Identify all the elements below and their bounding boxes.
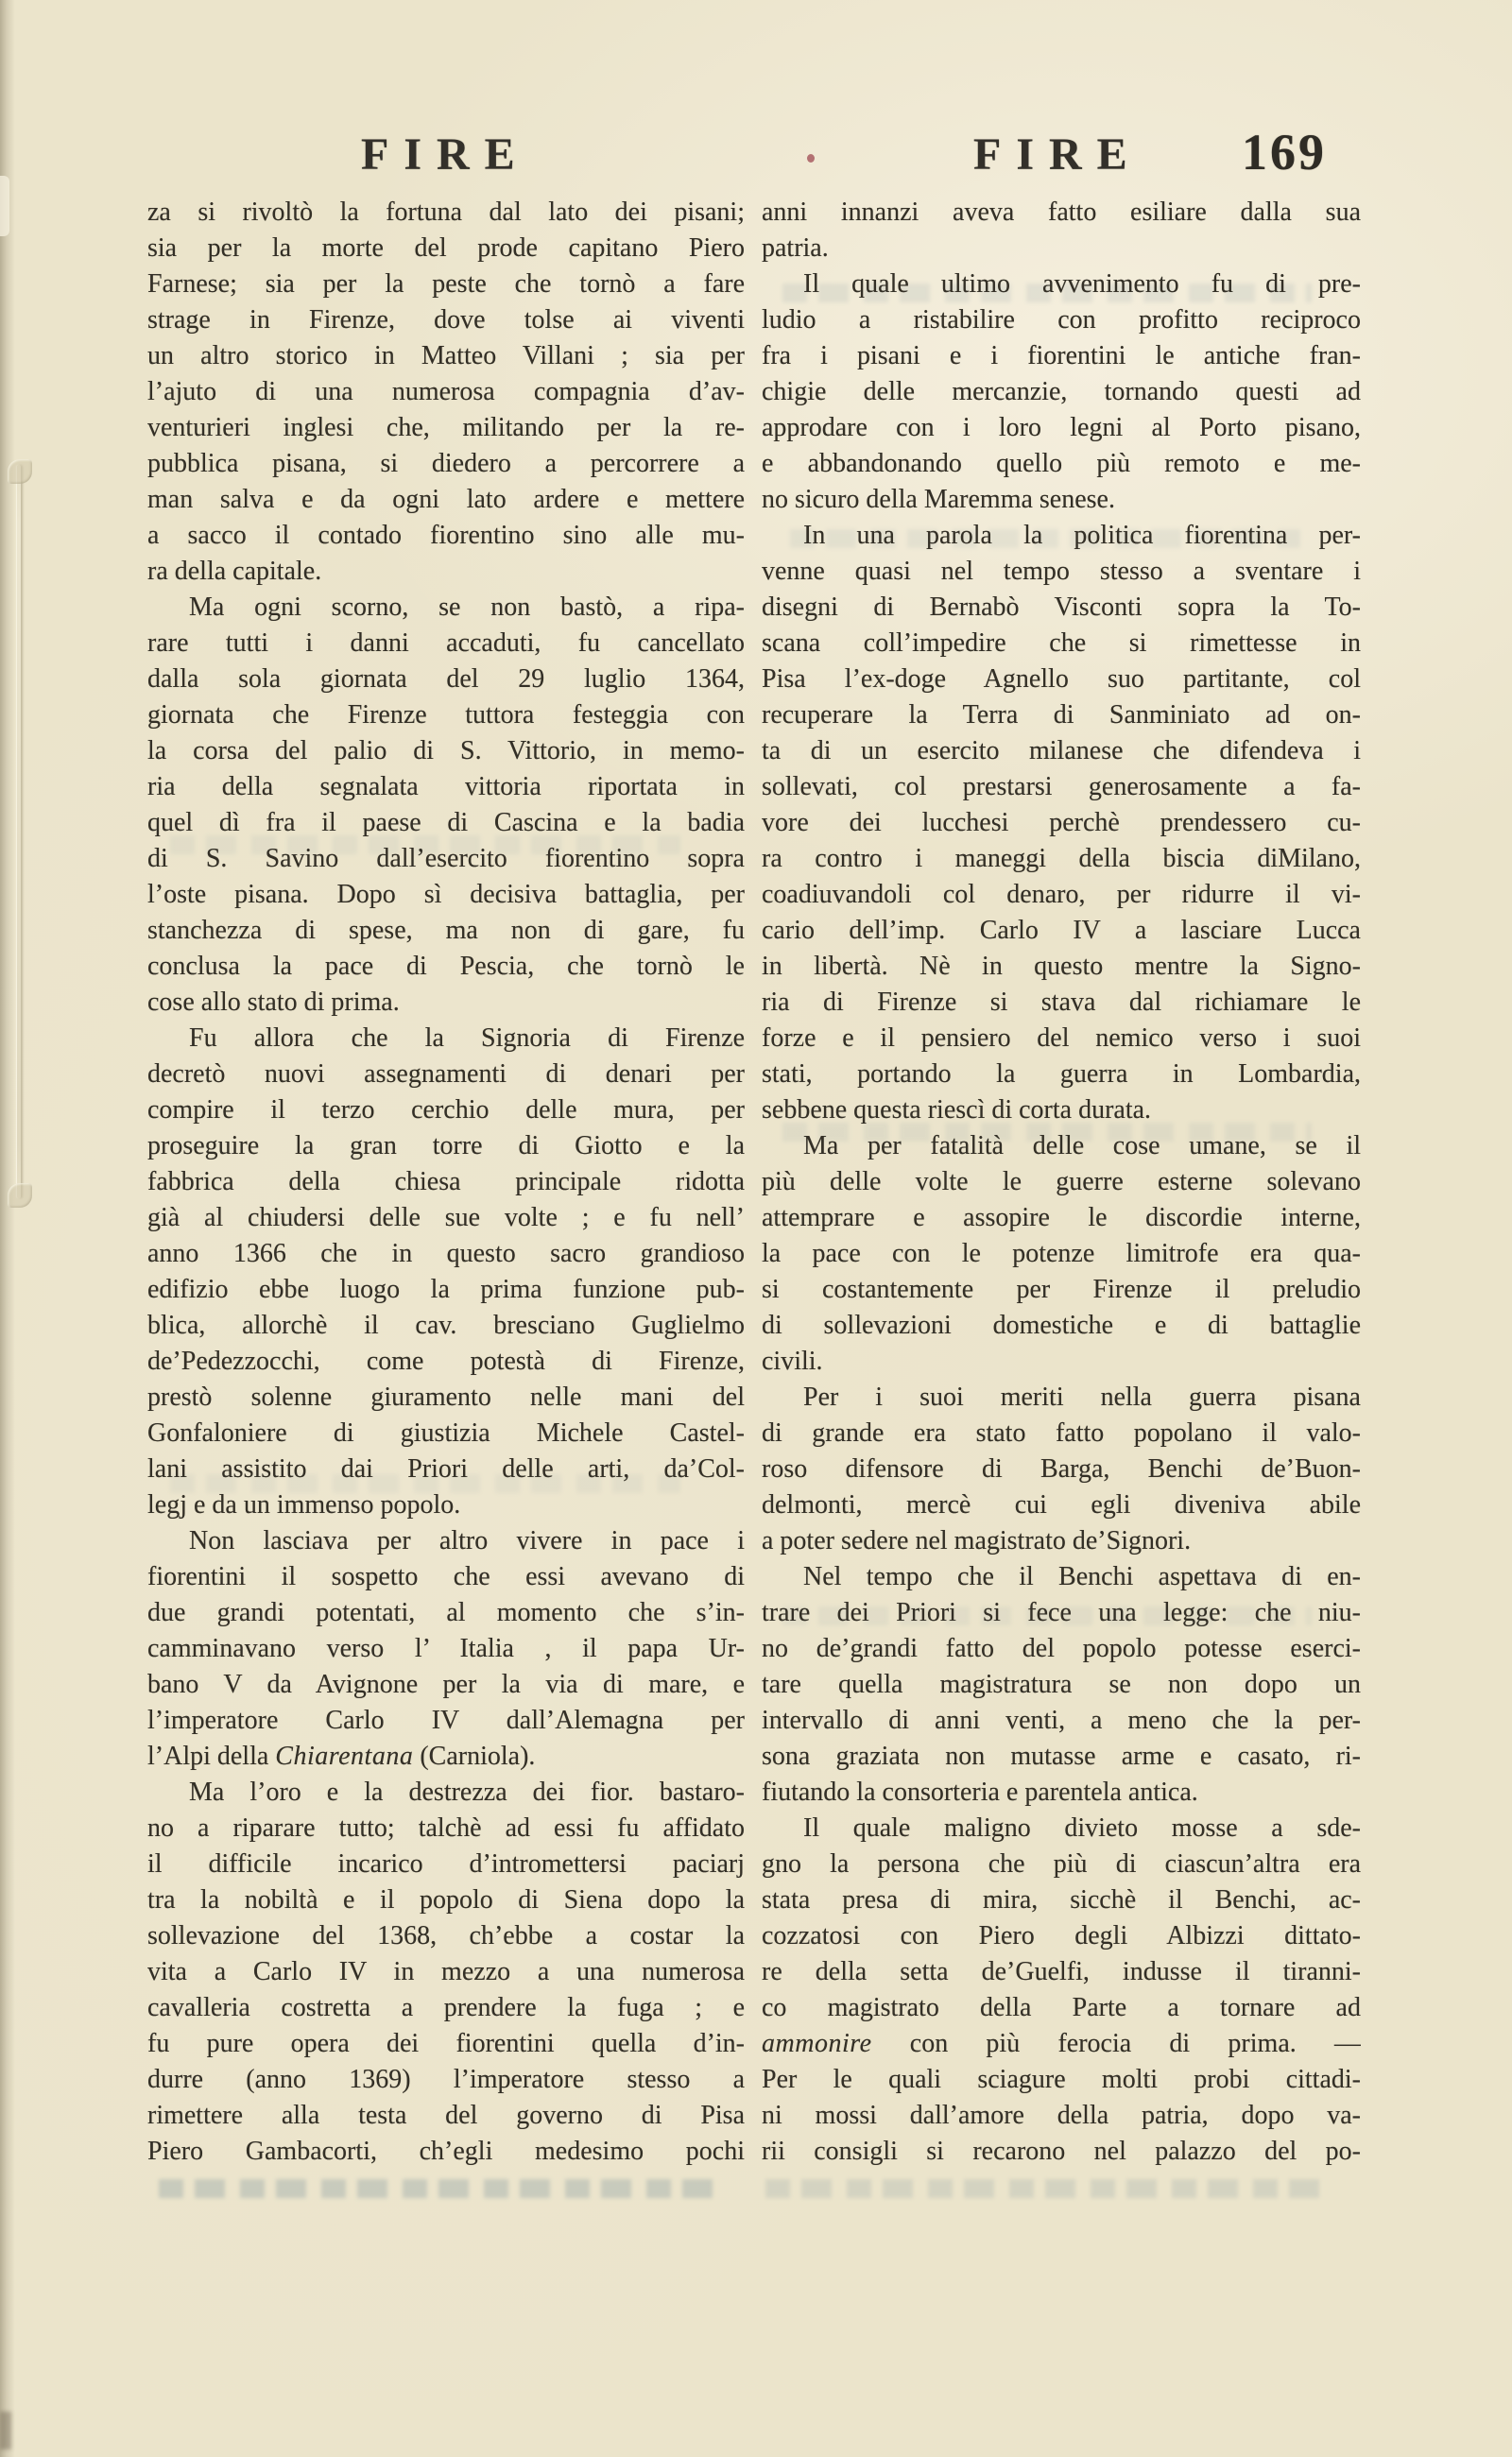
text-line: man salva e da ogni lato ardere e mettere — [147, 485, 745, 514]
text-line: rii consigli si recarono nel palazzo del po- — [762, 2137, 1361, 2166]
text-line: intervallo di anni venti, a meno che la per- — [762, 1706, 1361, 1735]
text-line: stata presa di mira, sicchè il Benchi, ac- — [762, 1885, 1361, 1915]
text-line: Farnese; sia per la peste che tornò a fare — [147, 269, 745, 299]
text-line: e abbandonando quello più remoto e me- — [762, 449, 1361, 478]
text-line: trare dei Priori si fece una legge: che niu- — [762, 1598, 1361, 1627]
text-line: di S. Savino dall’esercito fiorentino sopra — [147, 844, 745, 873]
binding-stitch-thread — [17, 465, 21, 1198]
text-line: Per i suoi meriti nella guerra pisana — [803, 1383, 1361, 1412]
text-line: forze e il pensiero del nemico verso i suoi — [762, 1023, 1361, 1053]
text-line: no de’grandi fatto del popolo potesse eserci- — [762, 1634, 1361, 1663]
text-column-left — [147, 195, 745, 2170]
text-line: tra la nobiltà e il popolo di Siena dopo la — [147, 1885, 745, 1915]
text-line: cavalleria costretta a prendere la fuga ; e — [147, 1993, 745, 2022]
text-line: dalla sola giornata del 29 luglio 1364, — [147, 664, 745, 694]
text-line: la corsa del palio di S. Vittorio, in memo- — [147, 736, 745, 765]
bleedthrough-text — [765, 2179, 1332, 2198]
text-line: sona graziata non mutasse arme e casato, ri- — [762, 1742, 1361, 1771]
text-line: ra contro i maneggi della biscia diMilano, — [762, 844, 1361, 873]
text-line: l’imperatore Carlo IV dall’Alemagna per — [147, 1706, 745, 1735]
text-line: si costantemente per Firenze il preludio — [762, 1275, 1361, 1304]
text-line: roso difensore di Barga, Benchi de’Buon- — [762, 1454, 1361, 1484]
text-line: conclusa la pace di Pescia, che tornò le — [147, 952, 745, 981]
text-line: ammonire con più ferocia di prima. — — [762, 2029, 1361, 2058]
text-line: Ma l’oro e la destrezza dei fior. bastaro- — [189, 1778, 745, 1807]
text-line: gno la persona che più di ciascun’altra era — [762, 1849, 1361, 1879]
text-line: civili. — [762, 1347, 823, 1376]
text-line: l’ajuto di una numerosa compagnia d’av- — [147, 377, 745, 406]
text-line: recuperare la Terra di Sanminiato ad on- — [762, 700, 1361, 730]
text-line: strage in Firenze, dove tolse ai viventi — [147, 305, 745, 335]
text-line: in libertà. Nè in questo mentre la Signo- — [762, 952, 1361, 981]
text-line: rare tutti i danni accaduti, fu cancellato — [147, 628, 745, 658]
text-line: di sollevazioni domestiche e di battaglie — [762, 1311, 1361, 1340]
text-line: pubblica pisana, si diedero a percorrere a — [147, 449, 745, 478]
text-line: Pisa l’ex-doge Agnello suo partitante, col — [762, 664, 1361, 694]
text-line: chigie delle mercanzie, tornando questi ad — [762, 377, 1361, 406]
text-line: cozzatosi con Piero degli Albizzi dittato- — [762, 1921, 1361, 1950]
text-line: fiutando la consorteria e parentela antica. — [762, 1778, 1198, 1807]
text-line: ta di un esercito milanese che difendeva i — [762, 736, 1361, 765]
text-line: venturieri inglesi che, militando per la re- — [147, 413, 745, 442]
text-line: il difficile incarico d’intromettersi paciarj — [147, 1849, 745, 1879]
text-line: Il quale ultimo avvenimento fu di pre- — [803, 269, 1361, 299]
text-line: cose allo stato di prima. — [147, 988, 400, 1017]
text-line: ludio a ristabilire con profitto reciproco — [762, 305, 1361, 335]
text-column-right — [762, 195, 1361, 2170]
text-line: proseguire la gran torre di Giotto e la — [147, 1131, 745, 1160]
bleedthrough-text — [159, 2179, 714, 2198]
text-line: Gonfaloniere di giustizia Michele Castel- — [147, 1418, 745, 1448]
text-line: Non lasciava per altro vivere in pace i — [189, 1526, 745, 1555]
text-line: sia per la morte del prode capitano Piero — [147, 233, 745, 263]
text-line: scana coll’impedire che si rimettesse in — [762, 628, 1361, 658]
stitch-hole-top — [8, 459, 32, 484]
text-line: no sicuro della Maremma senese. — [762, 485, 1115, 514]
text-line: Piero Gambacorti, ch’egli medesimo pochi — [147, 2137, 745, 2166]
text-line: In una parola la politica fiorentina per- — [803, 521, 1361, 550]
text-line: prestò solenne giuramento nelle mani del — [147, 1383, 745, 1412]
stitch-hole-bottom — [8, 1183, 32, 1208]
page-number: 169 — [1242, 124, 1327, 180]
text-line: l’Alpi della Chiarentana (Carniola). — [147, 1742, 536, 1771]
text-line: ni mossi dall’amore della patria, dopo va- — [762, 2101, 1361, 2130]
text-line: vita a Carlo IV in mezzo a una numerosa — [147, 1957, 745, 1986]
text-line: za si rivoltò la fortuna dal lato dei pisani; — [147, 198, 745, 227]
text-line: delmonti, mercè cui egli diveniva abile — [762, 1490, 1361, 1520]
text-line: vore dei lucchesi perchè prendessero cu- — [762, 808, 1361, 837]
edge-stain — [0, 2412, 11, 2449]
text-line: tare quella magistratura se non dopo un — [762, 1670, 1361, 1699]
text-line: ra della capitale. — [147, 557, 322, 586]
binding-gutter-shadow — [0, 0, 15, 2457]
text-line: compire il terzo cerchio delle mura, per — [147, 1095, 745, 1125]
text-line: Il quale maligno divieto mosse a sde- — [803, 1813, 1361, 1843]
text-line: edifizio ebbe luogo la prima funzione pub- — [147, 1275, 745, 1304]
text-line: un altro storico in Matteo Villani ; sia per — [147, 341, 745, 370]
text-line: de’Pedezzocchi, come potestà di Firenze, — [147, 1347, 745, 1376]
text-line: fra i pisani e i fiorentini le antiche fran- — [762, 341, 1361, 370]
text-line: camminavano verso l’ Italia , il papa Ur- — [147, 1634, 745, 1663]
text-line: a sacco il contado fiorentino sino alle mu- — [147, 521, 745, 550]
text-line: fu pure opera dei fiorentini quella d’in- — [147, 2029, 745, 2058]
text-line: Ma ogni scorno, se non bastò, a ripa- — [189, 593, 745, 622]
text-line: patria. — [762, 233, 829, 263]
text-line: giornata che Firenze tuttora festeggia con — [147, 700, 745, 730]
text-line: Per le quali sciagure molti probi cittadi- — [762, 2065, 1361, 2094]
text-line: due grandi potentati, al momento che s’in- — [147, 1598, 745, 1627]
text-line: bano V da Avignone per la via di mare, e — [147, 1670, 745, 1699]
text-line: sebbene questa riescì di corta durata. — [762, 1095, 1152, 1125]
text-line: fiorentini il sospetto che essi avevano di — [147, 1562, 745, 1591]
text-line: blica, allorchè il cav. bresciano Guglielmo — [147, 1311, 745, 1340]
text-line: durre (anno 1369) l’imperatore stesso a — [147, 2065, 745, 2094]
text-line: quel dì fra il paese di Cascina e la badia — [147, 808, 745, 837]
text-line: rimettere alla testa del governo di Pisa — [147, 2101, 745, 2130]
text-line: anni innanzi aveva fatto esiliare dalla sua — [762, 198, 1361, 227]
text-line: no a riparare tutto; talchè ad essi fu affidato — [147, 1813, 745, 1843]
text-line: co magistrato della Parte a tornare ad — [762, 1993, 1361, 2022]
text-line: attemprare e assopire le discordie interne, — [762, 1203, 1361, 1232]
text-line: venne quasi nel tempo stesso a sventare i — [762, 557, 1361, 586]
text-line: la pace con le potenze limitrofe era qua- — [762, 1239, 1361, 1268]
text-line: stati, portando la guerra in Lombardia, — [762, 1059, 1361, 1089]
text-line: sollevazione del 1368, ch’ebbe a costar la — [147, 1921, 745, 1950]
running-head-right: FIRE — [973, 129, 1143, 180]
text-line: disegni di Bernabò Visconti sopra la To- — [762, 593, 1361, 622]
text-line: sollevati, col prestarsi generosamente a fa- — [762, 772, 1361, 801]
text-line: di grande era stato fatto popolano il valo- — [762, 1418, 1361, 1448]
text-line: decretò nuovi assegnamenti di denari per — [147, 1059, 745, 1089]
red-ink-speck — [807, 154, 815, 163]
text-line: approdare con i loro legni al Porto pisano, — [762, 413, 1361, 442]
text-line: Ma per fatalità delle cose umane, se il — [803, 1131, 1361, 1160]
text-line: legj e da un immenso popolo. — [147, 1490, 461, 1520]
text-line: ria di Firenze si stava dal richiamare le — [762, 988, 1361, 1017]
text-line: Nel tempo che il Benchi aspettava di en- — [803, 1562, 1361, 1591]
text-line: a poter sedere nel magistrato de’Signori. — [762, 1526, 1192, 1555]
text-line: fabbrica della chiesa principale ridotta — [147, 1167, 745, 1196]
text-line: ria della segnalata vittoria riportata in — [147, 772, 745, 801]
text-line: anno 1366 che in questo sacro grandioso — [147, 1239, 745, 1268]
text-line: Fu allora che la Signoria di Firenze — [189, 1023, 745, 1053]
text-line: l’oste pisana. Dopo sì decisiva battaglia, per — [147, 880, 745, 909]
paper-chip — [0, 176, 9, 236]
text-line: re della setta de’Guelfi, indusse il tiranni- — [762, 1957, 1361, 1986]
running-head-left: FIRE — [361, 129, 530, 180]
text-line: cario dell’imp. Carlo IV a lasciare Lucca — [762, 916, 1361, 945]
text-line: già al chiudersi delle sue volte ; e fu nell’ — [147, 1203, 745, 1232]
text-line: lani assistito dai Priori delle arti, da’Col- — [147, 1454, 745, 1484]
text-line: coadiuvandoli col denaro, per ridurre il vi- — [762, 880, 1361, 909]
text-line: più delle volte le guerre esterne solevano — [762, 1167, 1361, 1196]
text-line: stanchezza di spese, ma non di gare, fu — [147, 916, 745, 945]
